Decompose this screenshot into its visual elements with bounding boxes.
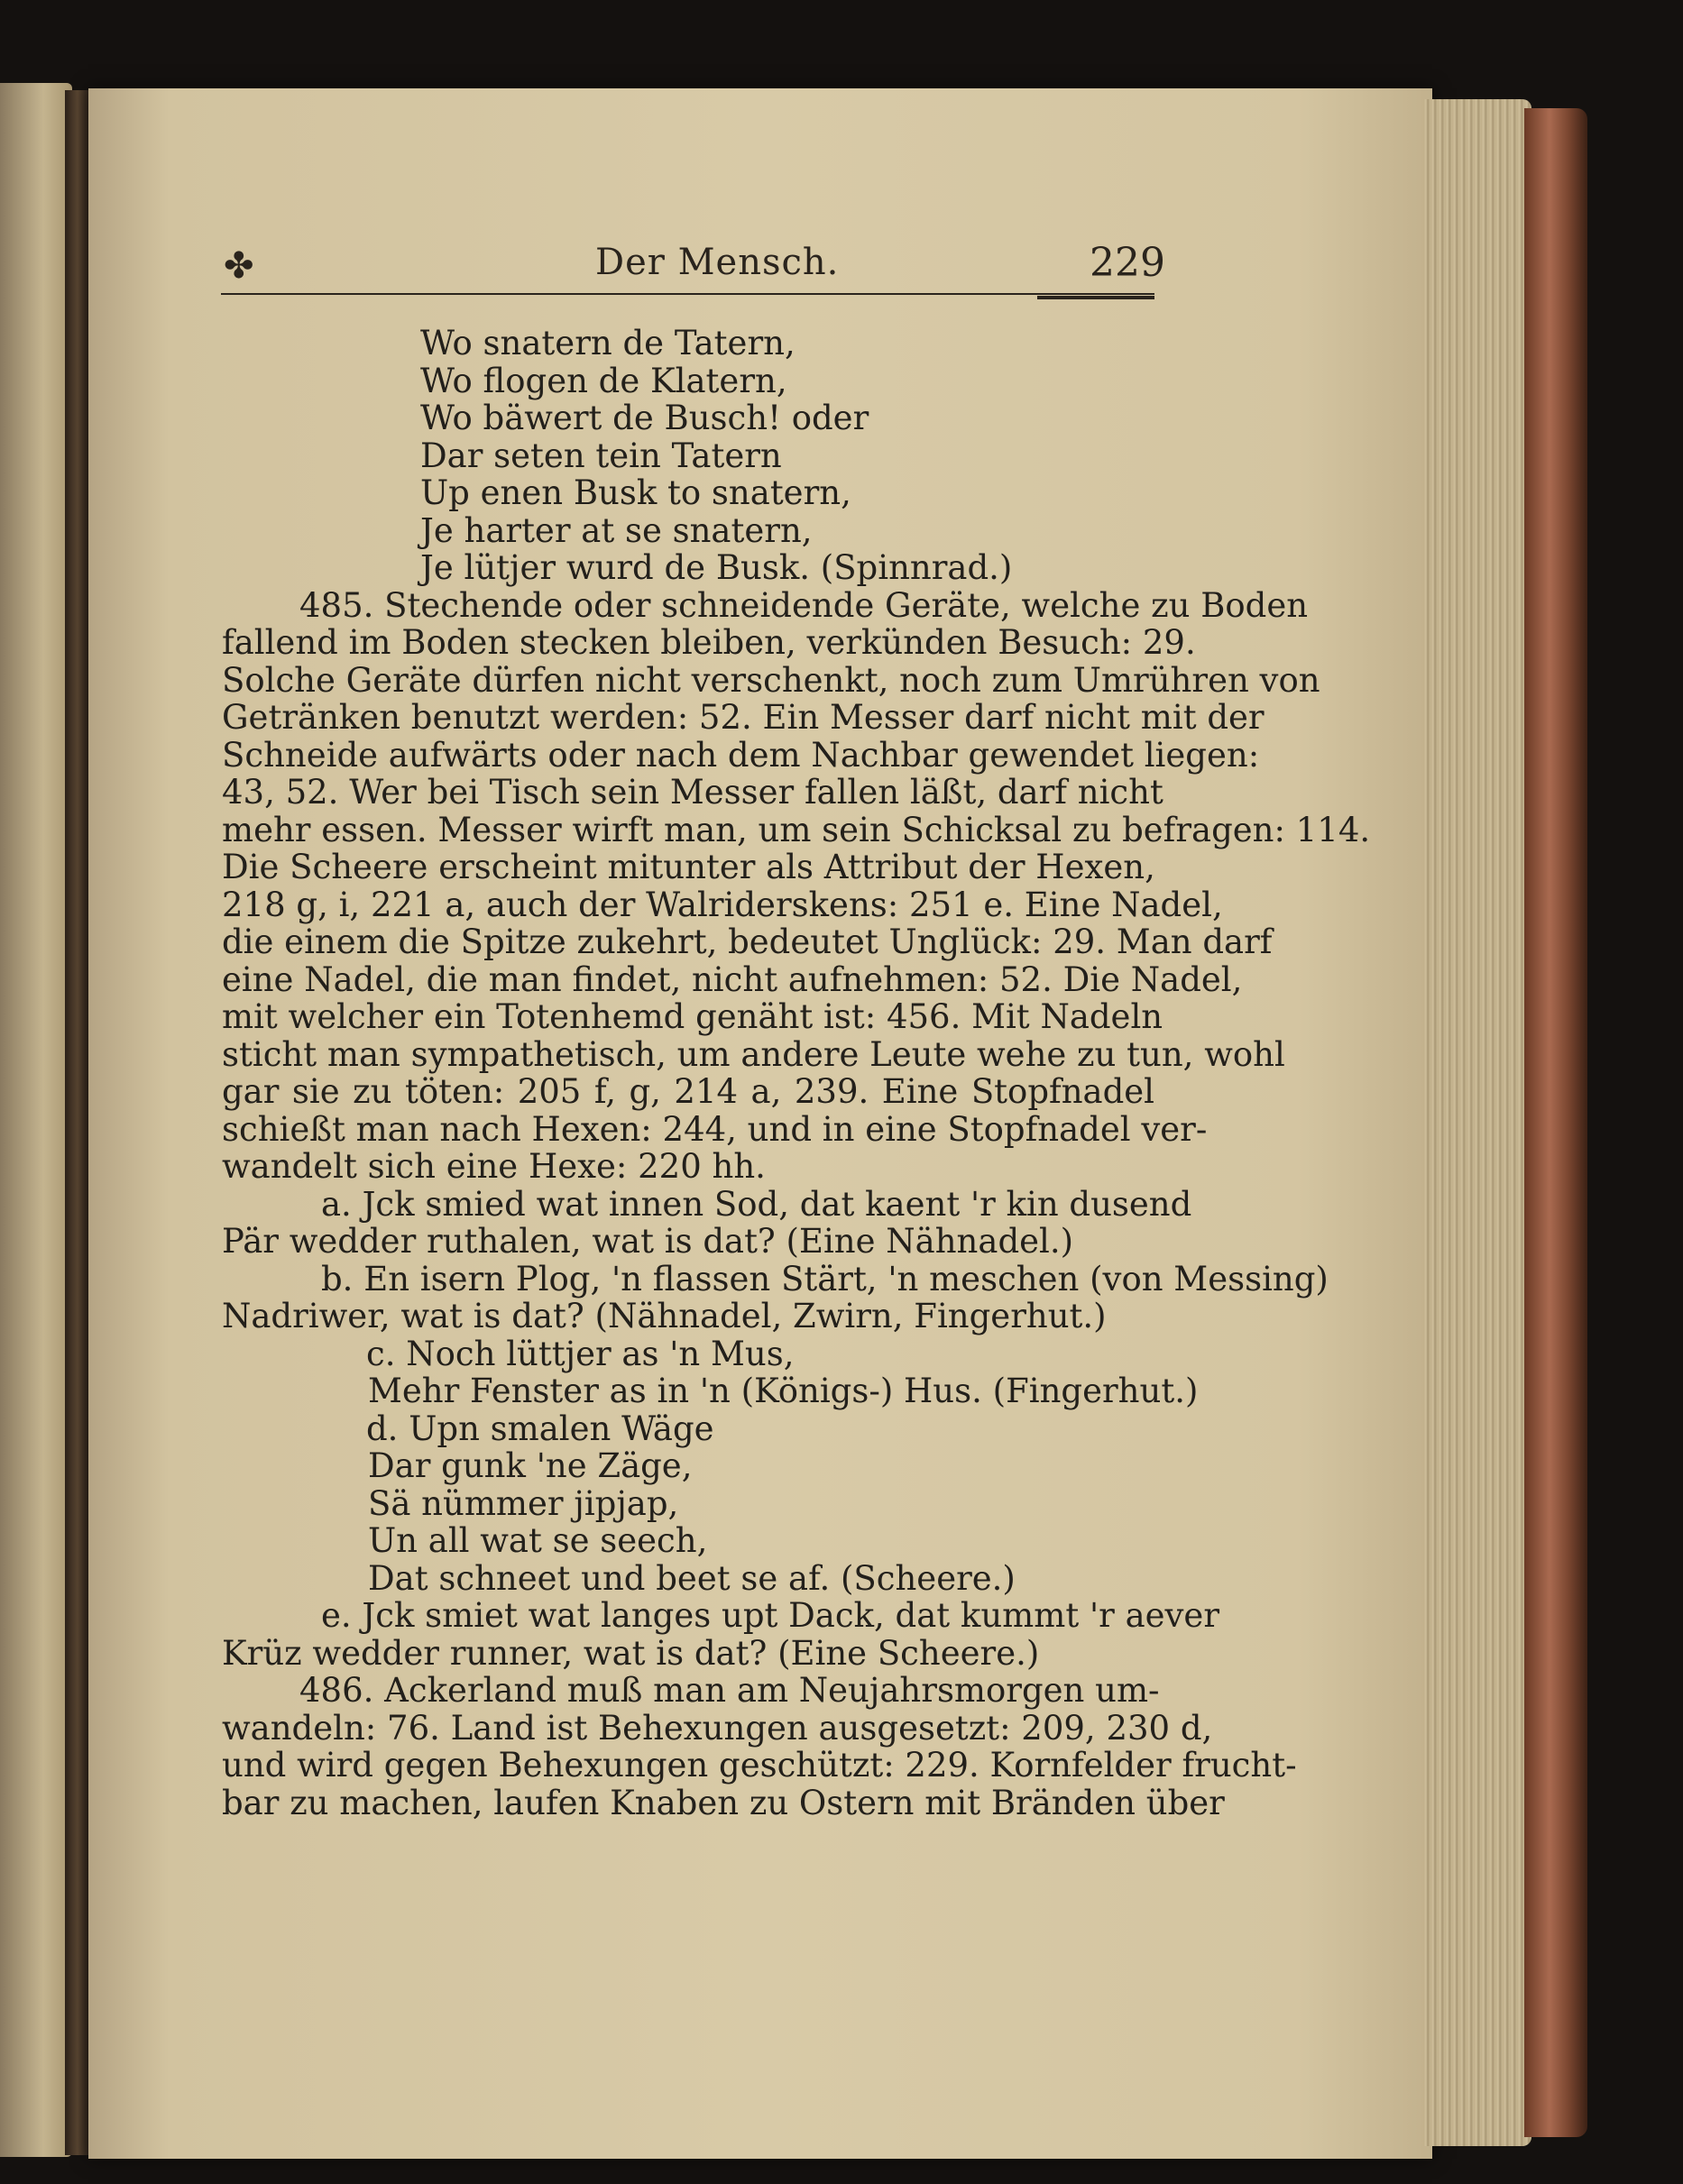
paragraph-485-line: die einem die Spitze zukehrt, bedeutet Unglück: 29. Man darf [222, 922, 1273, 961]
book-cover-edge [1524, 108, 1587, 2137]
riddle-d-line: Dat schneet und beet se af. (Scheere.) [368, 1558, 1016, 1598]
paragraph-486-line: wandeln: 76. Land ist Behexungen ausgesetzt: 209, 230 d, [222, 1708, 1213, 1748]
paragraph-485-line: Getränken benutzt werden: 52. Ein Messer darf nicht mit der [222, 698, 1265, 737]
paragraph-485-line: sticht man sympathetisch, um andere Leute wehe zu tun, wohl [222, 1034, 1285, 1074]
riddle-d-line: d. Upn smalen Wäge [366, 1409, 714, 1448]
paragraph-485-line: Die Scheere erscheint mitunter als Attribut der Hexen, [222, 848, 1155, 886]
paragraph-485-line: gar sie zu töten: 205 f, g, 214 a, 239. Eine Stopfnadel [222, 1072, 1154, 1111]
book-gutter [65, 90, 90, 2155]
verse-line: Wo bäwert de Busch! oder [420, 399, 869, 437]
riddle-e-line: Krüz wedder runner, wat is dat? (Eine Scheere.) [222, 1633, 1040, 1673]
riddle-c-line: c. Noch lüttjer as 'n Mus, [366, 1334, 795, 1373]
riddle-c-line: Mehr Fenster as in 'n (Königs-) Hus. (Fingerhut.) [368, 1372, 1199, 1410]
verse-line: Up enen Busk to snatern, [420, 473, 851, 512]
riddle-a-line: Pär wedder ruthalen, wat is dat? (Eine Nähnadel.) [222, 1222, 1074, 1261]
verse-line: Je harter at se snatern, [420, 510, 813, 550]
riddle-d-line: Dar gunk 'ne Zäge, [368, 1446, 693, 1485]
paragraph-486-line: und wird gegen Behexungen geschützt: 229. Kornfelder frucht- [222, 1746, 1297, 1785]
facing-page-edge [0, 83, 72, 2157]
verse-line: Wo snatern de Tatern, [420, 324, 796, 362]
page-block-edge [1423, 99, 1531, 2146]
paragraph-485-line: fallend im Boden stecken bleiben, verkünden Besuch: 29. [222, 623, 1196, 662]
riddle-d-line: Un all wat se seech, [368, 1521, 708, 1560]
paragraph-485-line: mit welcher ein Totenhemd genäht ist: 456. Mit Nadeln [222, 997, 1163, 1036]
header-rule-accent [1037, 296, 1154, 299]
riddle-d-line: Sä nümmer jipjap, [368, 1483, 679, 1523]
riddle-e-line: e. Jck smiet wat langes upt Dack, dat kummt 'r aever [321, 1596, 1220, 1635]
verse-line: Dar seten tein Tatern [420, 436, 782, 475]
page-number: 229 [1090, 240, 1165, 286]
running-head: Der Mensch. [595, 242, 840, 283]
verse-line: Wo flogen de Klatern, [420, 361, 787, 400]
paragraph-485-line: Solche Geräte dürfen nicht verschenkt, noch zum Umrühren von [222, 660, 1320, 700]
paragraph-486-line: bar zu machen, laufen Knaben zu Ostern mit Bränden über [222, 1783, 1225, 1822]
riddle-b-line: Nadriwer, wat is dat? (Nähnadel, Zwirn, Fingerhut.) [222, 1297, 1107, 1335]
header-rule [221, 293, 1154, 295]
paragraph-485-line: 43, 52. Wer bei Tisch sein Messer fallen läßt, darf nicht [222, 773, 1163, 812]
paragraph-486-line: 486. Ackerland muß man am Neujahrsmorgen um- [299, 1671, 1160, 1710]
riddle-a-line: a. Jck smied wat innen Sod, dat kaent 'r kin dusend [321, 1184, 1192, 1224]
ornament-icon: ✤ [224, 245, 254, 287]
paragraph-485-line: Schneide aufwärts oder nach dem Nachbar gewendet liegen: [222, 735, 1260, 775]
body-text [222, 324, 1371, 1822]
paragraph-485-line: schießt man nach Hexen: 244, und in eine Stopfnadel ver- [222, 1109, 1208, 1149]
paragraph-485-line: 485. Stechende oder schneidende Geräte, welche zu Boden [299, 585, 1309, 625]
paragraph-485-line: eine Nadel, die man findet, nicht aufnehmen: 52. Die Nadel, [222, 959, 1243, 999]
paragraph-485-line: mehr essen. Messer wirft man, um sein Schicksal zu befragen: 114. [222, 810, 1371, 849]
paragraph-485-line: wandelt sich eine Hexe: 220 hh. [222, 1147, 766, 1186]
paragraph-485-line: 218 g, i, 221 a, auch der Walriderskens: 251 e. Eine Nadel, [222, 885, 1223, 924]
verse-line: Je lütjer wurd de Busk. (Spinnrad.) [420, 548, 1013, 587]
riddle-b-line: b. En isern Plog, 'n flassen Stärt, 'n meschen (von Messing) [321, 1259, 1329, 1298]
